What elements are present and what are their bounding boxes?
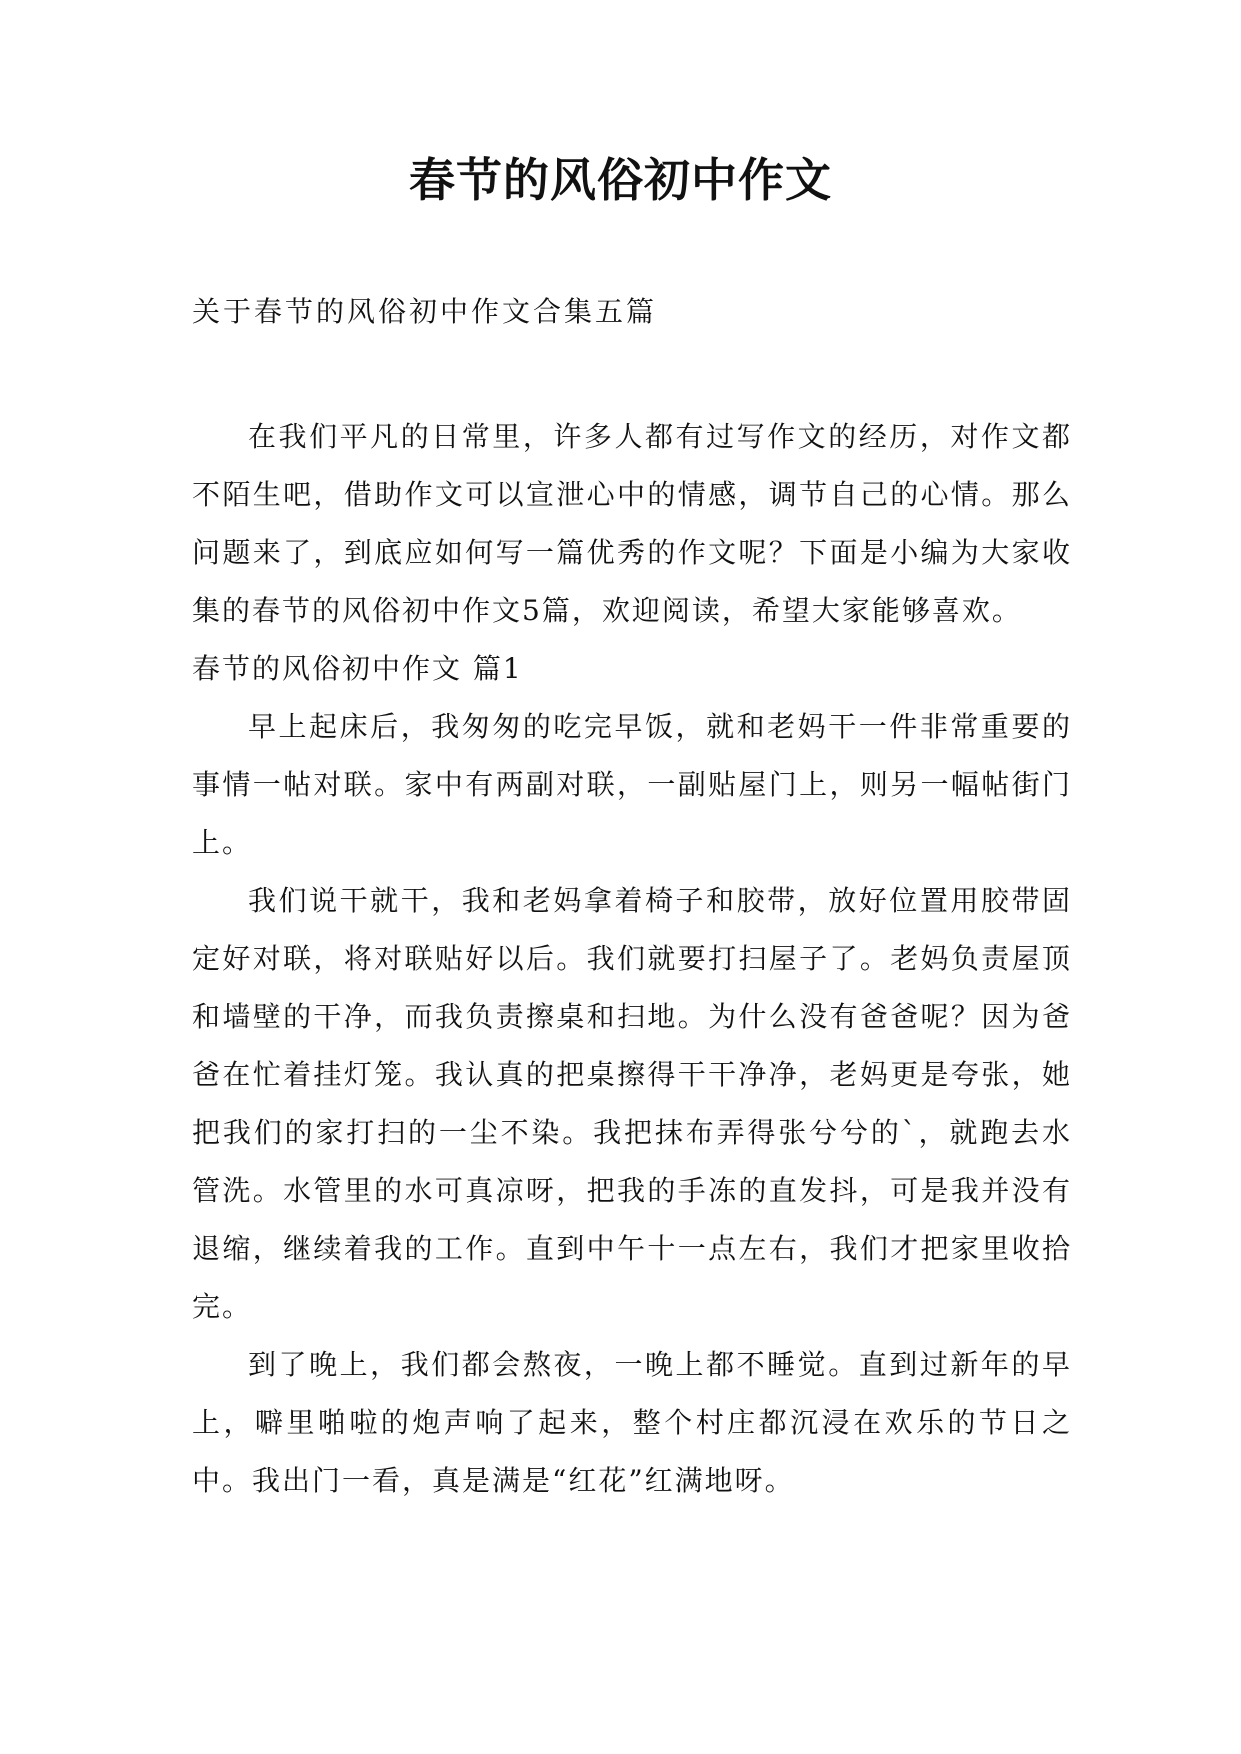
document-title: 春节的风俗初中作文 (409, 153, 832, 207)
document-body (192, 408, 1072, 1510)
body-paragraph: 到了晚上，我们都会熬夜，一晚上都不睡觉。直到过新年的早上，噼里啪啦的炮声响了起来，整个村庄都沉浸在欢乐的节日之中。我出门一看，真是满是“红花”红满地呀。 (192, 1348, 1072, 1497)
body-paragraph: 我们说干就干，我和老妈拿着椅子和胶带，放好位置用胶带固定好对联，将对联贴好以后。我们就要打扫屋子了。老妈负责屋顶和墙壁的干净，而我负责擦桌和扫地。为什么没有爸爸呢？因为爸爸在忙着挂灯笼。我认真的把桌擦得干干净净，老妈更是夸张，她把我们的家打扫的一尘不染。我把抹布弄得张兮兮的`，就跑去水管洗。水管里的水可真凉呀，把我的手冻的直发抖，可是我并没有退缩，继续着我的工作。直到中午十一点左右，我们才把家里收拾完。 (192, 884, 1072, 1323)
body-paragraph: 早上起床后，我匆匆的吃完早饭，就和老妈干一件非常重要的事情一帖对联。家中有两副对联，一副贴屋门上，则另一幅帖街门上。 (192, 710, 1072, 859)
document-subtitle: 关于春节的风俗初中作文合集五篇 (192, 295, 658, 328)
intro-paragraph: 在我们平凡的日常里，许多人都有过写作文的经历，对作文都不陌生吧，借助作文可以宣泄心中的情感，调节自己的心情。那么问题来了，到底应如何写一篇优秀的作文呢？下面是小编为大家收集的春节的风俗初中作文5篇，欢迎阅读，希望大家能够喜欢。 (192, 420, 1072, 627)
section-heading: 春节的风俗初中作文 篇1 (192, 652, 523, 685)
